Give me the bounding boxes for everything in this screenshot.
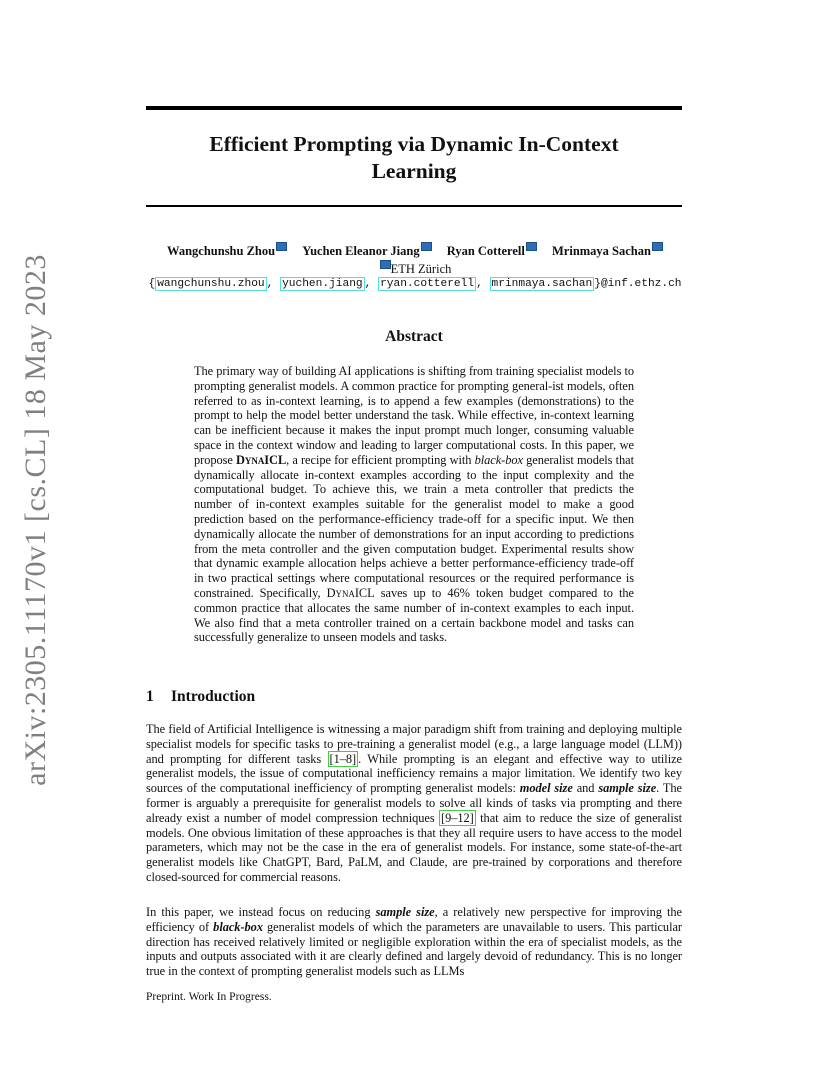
- affiliation-flag-icon: [421, 242, 432, 251]
- emphasis: model size: [519, 781, 573, 796]
- method-name: DynaICL: [326, 585, 375, 600]
- arxiv-sidebar-id: arXiv:2305.11170v1 [cs.CL] 18 May 2023: [19, 254, 52, 786]
- author: [552, 244, 663, 258]
- intro-paragraph-1: [146, 722, 682, 885]
- author: [302, 244, 431, 258]
- emphasis: black-box: [474, 452, 523, 467]
- email-separator: ,: [266, 278, 281, 290]
- body-text: The field of Artificial Intelligence is witnessing a major paradigm shift from training and deploying multiple specialist models for specific tasks to pre-training a generalist model (e.g., a large language model (LLM)) and prompting for different tasks: [146, 722, 682, 766]
- body-text: that aim to reduce the size of generalist models. One obvious limitation of these approaches is that they all require users to have access to the model parameters, which may not be the case in the era of generalist models. For instance, some state-of-the-art generalist models like ChatGPT, Bard, PaLM, and Claude, are pre-trained by corporations and therefore closed-sourced for commercial reasons.: [146, 810, 682, 884]
- section-number: 1: [146, 688, 154, 705]
- email-link[interactable]: mrinmaya.sachan: [491, 278, 593, 290]
- author-name: Ryan Cotterell: [446, 244, 525, 258]
- email-link[interactable]: yuchen.jiang: [282, 278, 363, 290]
- emphasis: sample size: [375, 905, 435, 919]
- abstract-heading: Abstract: [385, 328, 443, 345]
- body-text: . While prompting is an elegant and effective way to utilize generalist models, the issue of computational inefficiency remains a major limitation. We identify two key sources of the computational inefficiency of prompting generalist models:: [146, 751, 682, 796]
- email-link[interactable]: wangchunshu.zhou: [157, 278, 265, 290]
- emphasis: black-box: [213, 919, 263, 934]
- body-text: and: [572, 781, 599, 796]
- email-brace-open: {: [148, 278, 156, 290]
- intro-paragraph-2: [146, 905, 682, 979]
- body-text: generalist models of which the parameters are unavailable to users. This particular direction has received relatively limited or negligible exploration within the era of specialist models, as the inputs and outputs associated with it are clearly defined and largely devoid of redundancy. This is no longer true in the context of prompting generalist models such as LLMs: [146, 919, 682, 979]
- affiliation-flag-icon: [652, 242, 663, 251]
- section-title: Introduction: [171, 688, 256, 705]
- paper-title: [146, 131, 682, 185]
- abstract-text: generalist models that dynamically allocate in-context examples according to the input complexity and the computational budget. To achieve this, we train a meta controller that predicts the number of in-context examples suitable for the generalist model to make a good prediction based on the performance-efficiency trade-off for a specific input. We then dynamically allocate the number of demonstrations for an input according to predictions from the meta controller and the given computation budget. Experimental results show that dynamic example allocation helps achieve a better performance-efficiency trade-off in two practical settings where computational resources or the required performance is constrained. Specifically,: [194, 452, 634, 600]
- affiliation-name: ETH Zürich: [390, 262, 452, 276]
- abstract-body: [194, 364, 634, 645]
- title-line-1: Efficient Prompting via Dynamic In-Context: [209, 132, 619, 156]
- emphasis: sample size: [598, 781, 657, 796]
- author-emails: [110, 276, 720, 293]
- abstract-text: The primary way of building AI applications is shifting from training specialist models to prompting generalist models. A common practice for prompting general-ist models, often referred to as in-context learning, is to append a few examples (demonstrations) to the prompt to help the model better understand the task. While effective, in-context learning can be inefficient because it makes the input prompt much longer, consuming valuable space in the context window and leading to larger computational costs. In this paper, we propose: [194, 364, 634, 467]
- author-name: Wangchunshu Zhou: [167, 244, 276, 258]
- abstract-text: , a recipe for efficient prompting with: [286, 452, 475, 467]
- title-top-rule: [146, 106, 682, 110]
- title-bottom-rule: [146, 205, 682, 207]
- author-name: Mrinmaya Sachan: [552, 244, 651, 258]
- title-line-2: Learning: [371, 159, 457, 183]
- email-domain: }@inf.ethz.ch: [594, 278, 682, 290]
- email-separator: ,: [476, 278, 490, 290]
- email-link[interactable]: ryan.cotterell: [380, 278, 475, 290]
- page-footer: Preprint. Work In Progress.: [146, 991, 272, 1003]
- method-name: DynaICL: [236, 452, 287, 467]
- author: [447, 244, 537, 258]
- email-separator: ,: [364, 278, 379, 290]
- affiliation-flag-icon: [380, 260, 391, 269]
- section-heading: [146, 688, 255, 706]
- abstract-text: saves up to 46% token budget compared to the common practice that allocates the same number of in-context examples to each input. We also find that a meta controller trained on a certain backbone model and tasks can successfully generalize to unseen models and tasks.: [194, 585, 634, 645]
- author-list: [110, 242, 720, 260]
- affiliation-flag-icon: [526, 242, 537, 251]
- author: [167, 244, 287, 258]
- author-name: Yuchen Eleanor Jiang: [302, 244, 420, 258]
- body-text: . The former is arguably a prerequisite for generalist models to solve all kinds of tasks via prompting and there already exist a number of model compression techniques: [146, 781, 683, 825]
- body-text: In this paper, we instead focus on reducing: [146, 905, 376, 919]
- citation-link[interactable]: [1–8]: [329, 751, 357, 766]
- body-text: , a relatively new perspective for improving the efficiency of: [146, 905, 682, 934]
- affiliation-flag-icon: [276, 242, 287, 251]
- citation-link[interactable]: [9–12]: [441, 810, 474, 825]
